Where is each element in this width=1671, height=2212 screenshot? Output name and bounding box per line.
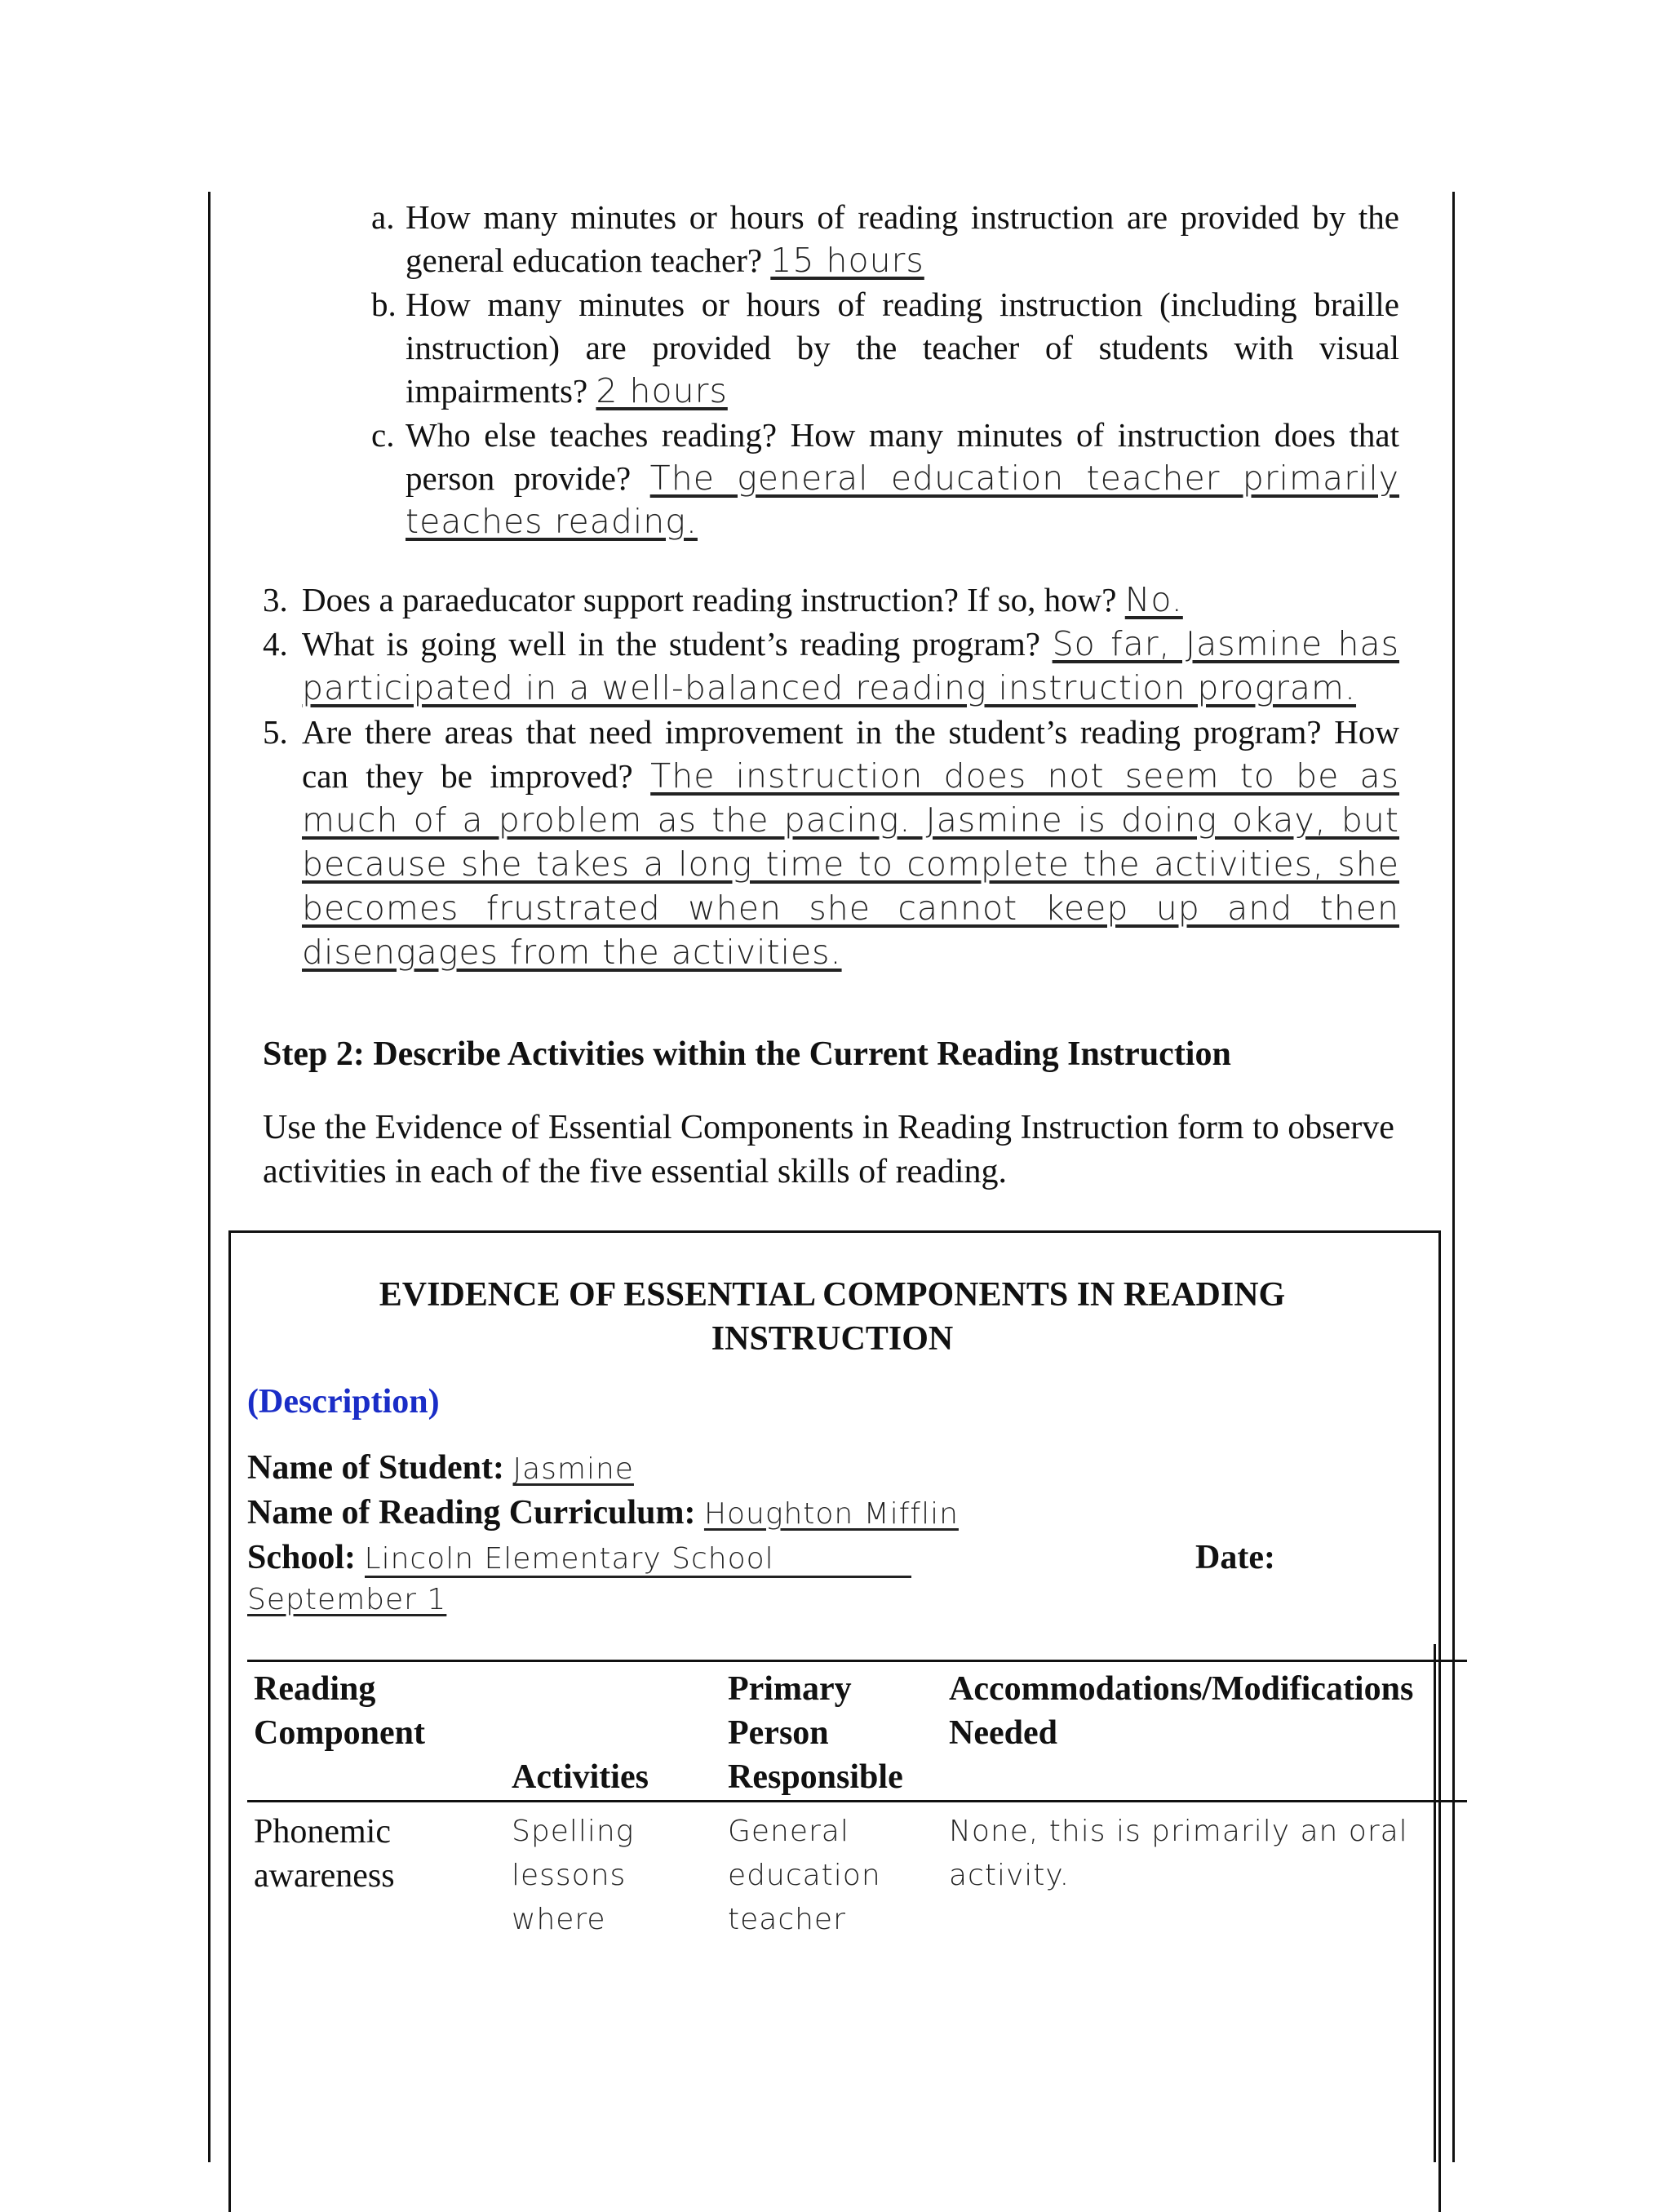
answer-text: No.	[1124, 580, 1183, 619]
sub-question-list	[371, 196, 1399, 544]
curriculum-field	[247, 1493, 959, 1532]
question-text: Who else teaches reading? How many minutes of instruction does that person provide?	[406, 416, 1399, 497]
form-description: (Description)	[247, 1383, 440, 1421]
header-reading-component: Reading Component	[254, 1670, 426, 1752]
question-4: 4. What is going well in the student’s reading program? So far, Jasmine has participated in a well-balanced reading instruction program.	[263, 624, 1399, 707]
date-value: September 1	[247, 1583, 447, 1616]
page-right-rule	[1452, 192, 1455, 2162]
field-label: Name of Reading Curriculum:	[247, 1494, 696, 1532]
answer-text: 15 hours	[770, 241, 924, 280]
table-header-rule	[247, 1800, 1467, 1802]
question-5: 5. Are there areas that need improvement in the student’s reading program? How can they be improved? The instruction does not seem to be as much of a problem as the pacing. Jasmine is doing okay, but because she takes a long time to complete the activities, she becomes frustrated when she cannot keep up and then disengages from the activities.	[263, 713, 1400, 972]
table-top-rule	[247, 1660, 1467, 1662]
field-value: Houghton Mifflin	[703, 1497, 959, 1531]
question-text: How many minutes or hours of reading instruction (including braille instruction) are provided by the teacher of students with visual impairments?	[406, 286, 1399, 410]
question-3: 3. Does a paraeducator support reading instruction? If so, how? No.	[263, 580, 1183, 619]
field-label: Name of Student:	[247, 1449, 504, 1487]
form-title: EVIDENCE OF ESSENTIAL COMPONENTS IN READING INSTRUCTION	[379, 1276, 1286, 1358]
question-text: Are there areas that need improvement in the student’s reading program? How can they be improved?	[302, 713, 1399, 795]
sub-question-b: b. How many minutes or hours of reading instruction (including braille instruction) are provided by the teacher of students with visual impairments? 2 hours	[371, 286, 1399, 410]
answer-text: 2 hours	[596, 371, 728, 410]
sub-question-c: c. Who else teaches reading? How many minutes of instruction does that person provide? The general education teacher primarily teaches reading.	[371, 416, 1400, 541]
answer-text: The instruction does not seem to be as much of a problem as the pacing. Jasmine is doing okay, but because she takes a long time to complete the activities, she becomes frustrated when she cannot keep up and then disengages from the activities.	[302, 756, 1400, 972]
sub-question-a: a. How many minutes or hours of reading instruction are provided by the general education teacher? 15 hours	[371, 198, 1399, 280]
answer-text: So far, Jasmine has participated in a well-balanced reading instruction program.	[302, 624, 1399, 707]
row1-component: Phonemic awareness	[254, 1813, 395, 1895]
header-accommodations: Accommodations/Modifications Needed	[949, 1670, 1414, 1752]
header-activities: Activities	[512, 1758, 649, 1796]
question-text: Does a paraeducator support reading instruction? If so, how?	[302, 581, 1117, 618]
step-2-paragraph: Use the Evidence of Essential Components in Reading Instruction form to observe activities in each of the five essential skills of reading.	[263, 1109, 1394, 1190]
step-2-heading: Step 2: Describe Activities within the Current Reading Instruction	[263, 1035, 1231, 1073]
row1-accommodations: None, this is primarily an oral activity.	[949, 1815, 1408, 1892]
question-list	[263, 578, 1399, 974]
answer-text: The general education teacher primarily teaches reading.	[406, 459, 1400, 541]
field-value: Jasmine	[512, 1452, 634, 1486]
row1-activities: Spelling lessons where	[512, 1815, 635, 1936]
date-label: Date:	[1195, 1539, 1275, 1576]
field-label: School:	[247, 1539, 357, 1576]
question-text: What is going well in the student’s reading program?	[302, 625, 1040, 663]
header-primary-person: Primary Person Responsible	[728, 1670, 903, 1796]
school-field	[247, 1538, 911, 1578]
table-right-rule	[1434, 1644, 1436, 2162]
field-value: Lincoln Elementary School	[365, 1542, 911, 1578]
question-text: How many minutes or hours of reading instruction are provided by the general education teacher?	[406, 198, 1399, 279]
page-left-rule	[208, 192, 211, 2162]
row1-person: General education teacher	[728, 1815, 881, 1936]
student-name-field	[247, 1448, 634, 1487]
